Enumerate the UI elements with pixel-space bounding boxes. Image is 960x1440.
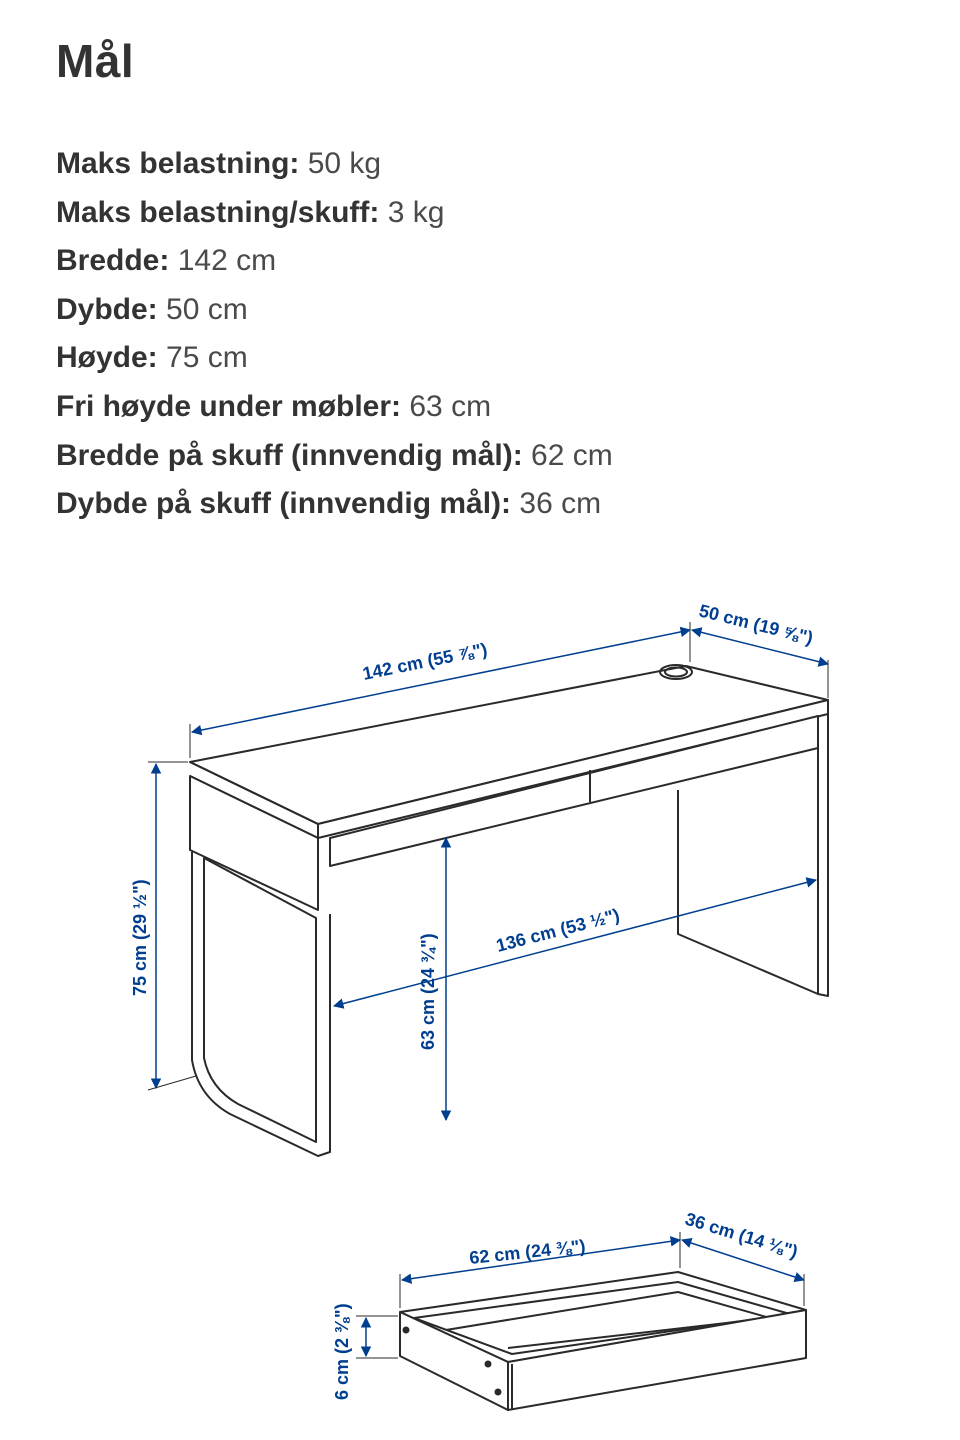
spec-label: Bredde:	[56, 244, 170, 278]
spec-row-max-load-drawer	[56, 189, 613, 238]
desk-height-label: 75 cm (29 ½")	[130, 879, 150, 996]
spec-value: 50 cm	[157, 292, 248, 326]
spec-value: 50 kg	[299, 147, 382, 180]
spec-value: 63 cm	[401, 389, 492, 423]
spec-label: Maks belastning:	[56, 147, 300, 180]
spec-value: 142 cm	[169, 244, 277, 278]
spec-label: Maks belastning/skuff:	[56, 195, 380, 229]
spec-label: Dybde på skuff (innvendig mål):	[56, 487, 512, 521]
drawer-width-label: 62 cm (24 ⅜")	[468, 1235, 587, 1268]
spec-row-height	[56, 334, 613, 383]
spec-row-clearance	[56, 383, 613, 432]
spec-value: 75 cm	[157, 341, 248, 375]
desk-width-label: 142 cm (55 ⅞")	[360, 639, 489, 684]
spec-label: Dybde:	[56, 292, 158, 326]
spec-list	[56, 140, 613, 529]
drawer-illustration	[400, 1272, 806, 1410]
desk-illustration	[190, 665, 828, 1156]
spec-row-drawer-width	[56, 432, 613, 481]
spec-value: 62 cm	[522, 438, 613, 472]
spec-label: Bredde på skuff (innvendig mål):	[56, 438, 523, 472]
spec-label: Høyde:	[56, 341, 158, 375]
spec-row-drawer-depth	[56, 480, 613, 529]
dimension-drawing	[0, 580, 960, 1440]
page-title: Mål	[56, 35, 135, 87]
spec-row-depth	[56, 286, 613, 335]
spec-value: 36 cm	[511, 487, 602, 521]
spec-value: 3 kg	[379, 195, 445, 229]
spec-row-max-load	[56, 140, 613, 189]
desk-clearance-label: 63 cm (24 ¾")	[418, 933, 438, 1050]
spec-row-width	[56, 237, 613, 286]
drawer-depth-label: 36 cm (14 ⅛")	[682, 1208, 801, 1262]
desk-depth-label: 50 cm (19 ⅝")	[697, 600, 816, 649]
drawer-height-label: 6 cm (2 ⅜")	[332, 1303, 352, 1400]
inner-width-dimension-line	[334, 880, 816, 1006]
desk-inner-width-label: 136 cm (53 ½")	[493, 904, 622, 956]
spec-label: Fri høyde under møbler:	[56, 389, 402, 423]
